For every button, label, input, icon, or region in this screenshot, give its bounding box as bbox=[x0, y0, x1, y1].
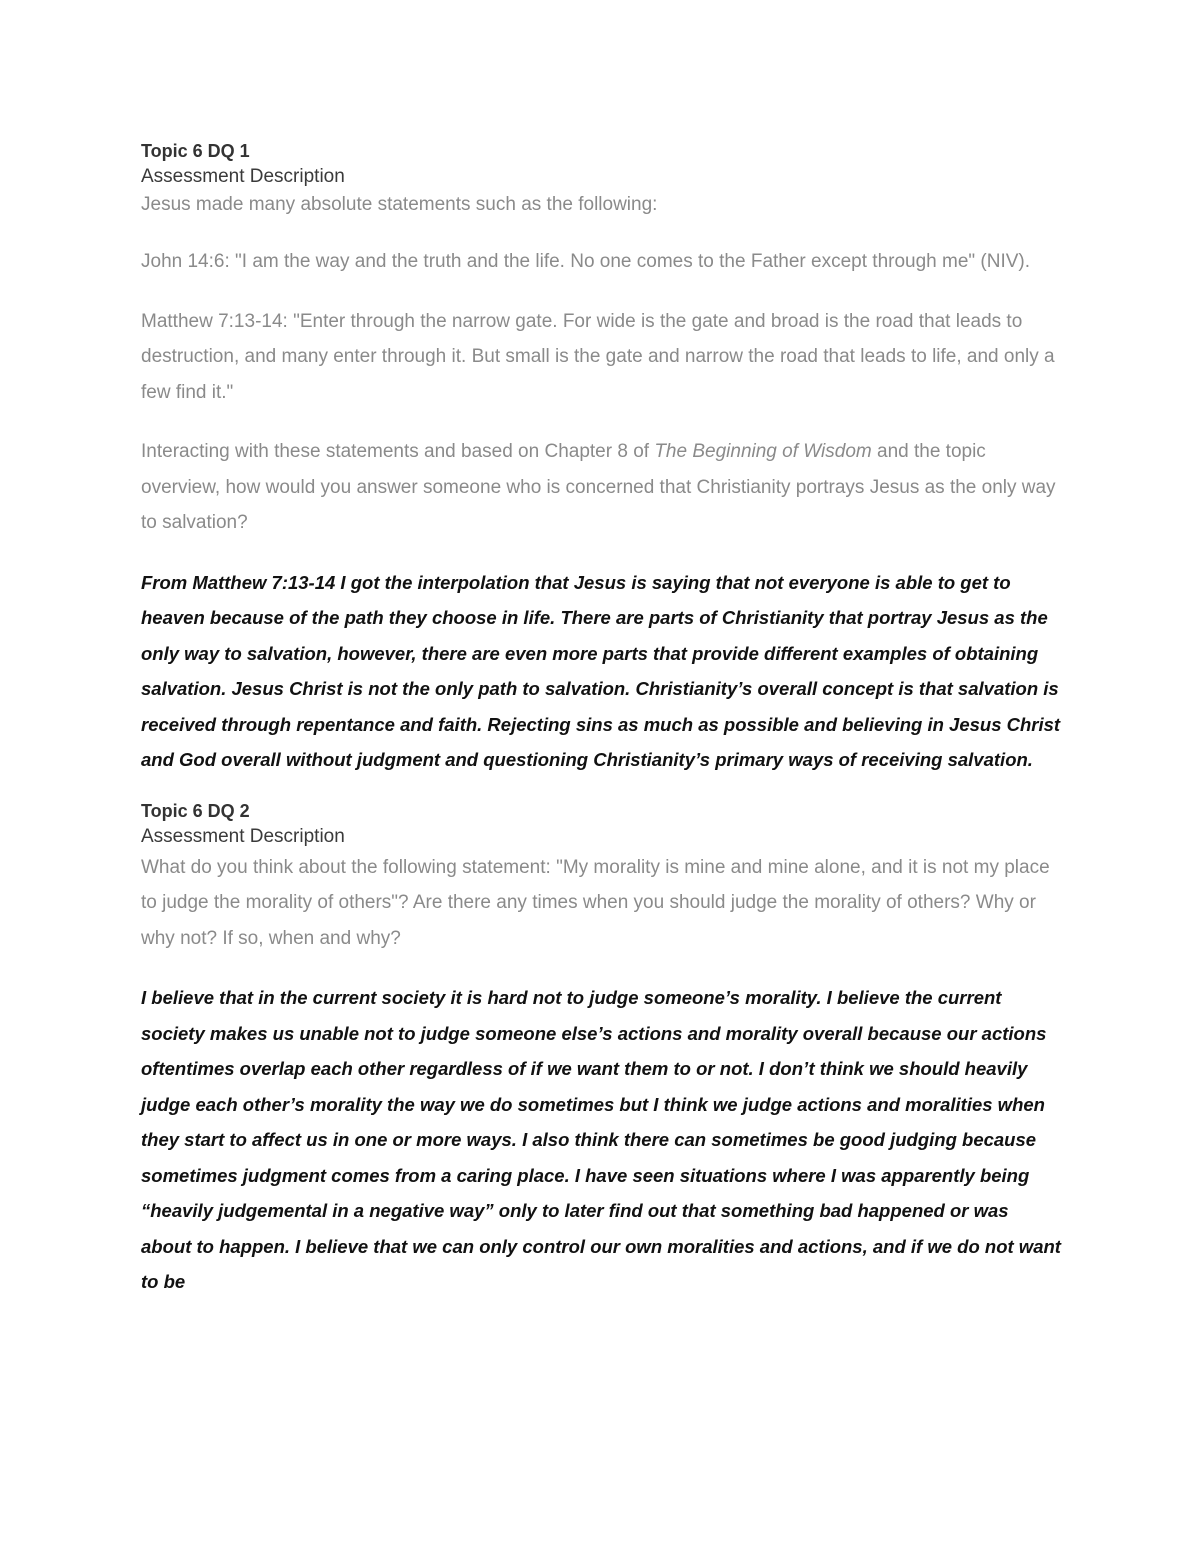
dq1-title: Topic 6 DQ 1 bbox=[141, 141, 250, 161]
dq1-question-start: Interacting with these statements and based on Chapter 8 of bbox=[141, 441, 655, 462]
dq1-section bbox=[141, 138, 1061, 778]
dq2-answer: I believe that in the current society it is hard not to judge someone’s morality. I believe the current society makes us unable not to judge someone else’s actions and morality overall because our actions oftentimes overlap each other regardless of if we want them to or not. I don’t think we should heavily judge each other’s morality the way we do sometimes but I think we judge actions and moralities when they start to affect us in one or more ways. I also think there can sometimes be good judging because sometimes judgment comes from a caring place. I have seen situations where I was apparently being “heavily judgemental in a negative way” only to later find out that something bad happened or was about to happen. I believe that we can only control our own moralities and actions, and if we do not want to be bbox=[141, 987, 1061, 1292]
dq1-book-title: The Beginning of Wisdom bbox=[654, 441, 872, 462]
dq1-assessment-label: Assessment Description bbox=[141, 166, 345, 187]
dq2-assessment-label: Assessment Description bbox=[141, 825, 345, 847]
dq1-answer: From Matthew 7:13-14 I got the interpolation that Jesus is saying that not everyone is able to get to heaven because of the path they choose in life. There are parts of Christianity that portray Jesus as the only way to salvation, however, there are even more parts that provide different examples of obtaining salvation. Jesus Christ is not the only path to salvation. Christianity’s overall concept is that salvation is received through repentance and faith. Rejecting sins as much as possible and believing in Jesus Christ and God overall without judgment and questioning Christianity’s primary ways of receiving salvation. bbox=[141, 571, 1061, 770]
dq2-question: What do you think about the following statement: "My morality is mine and mine alone, and it is not my place to judge the morality of others"? Are there any times when you should judge the morality of others? Why or why not? If so, when and why? bbox=[141, 856, 1050, 949]
dq1-question-end: and the topic overview, how would you answer someone who is concerned that Christianity portrays Jesus as the only way to salvation? bbox=[141, 441, 1056, 533]
dq1-question bbox=[141, 434, 1061, 541]
dq1-intro: Jesus made many absolute statements such as the following: bbox=[141, 194, 658, 215]
document-page bbox=[141, 138, 1061, 1300]
dq2-title: Topic 6 DQ 2 bbox=[141, 800, 250, 821]
dq2-section bbox=[141, 798, 1061, 1300]
section-spacer bbox=[141, 778, 1061, 798]
dq1-john-quote: John 14:6: "I am the way and the truth and the life. No one comes to the Father except through me" (NIV). bbox=[141, 251, 1031, 272]
dq1-matthew-quote: Matthew 7:13-14: "Enter through the narrow gate. For wide is the gate and broad is the road that leads to destruction, and many enter through it. But small is the gate and narrow the road that leads to life, and only a few find it." bbox=[141, 310, 1055, 403]
